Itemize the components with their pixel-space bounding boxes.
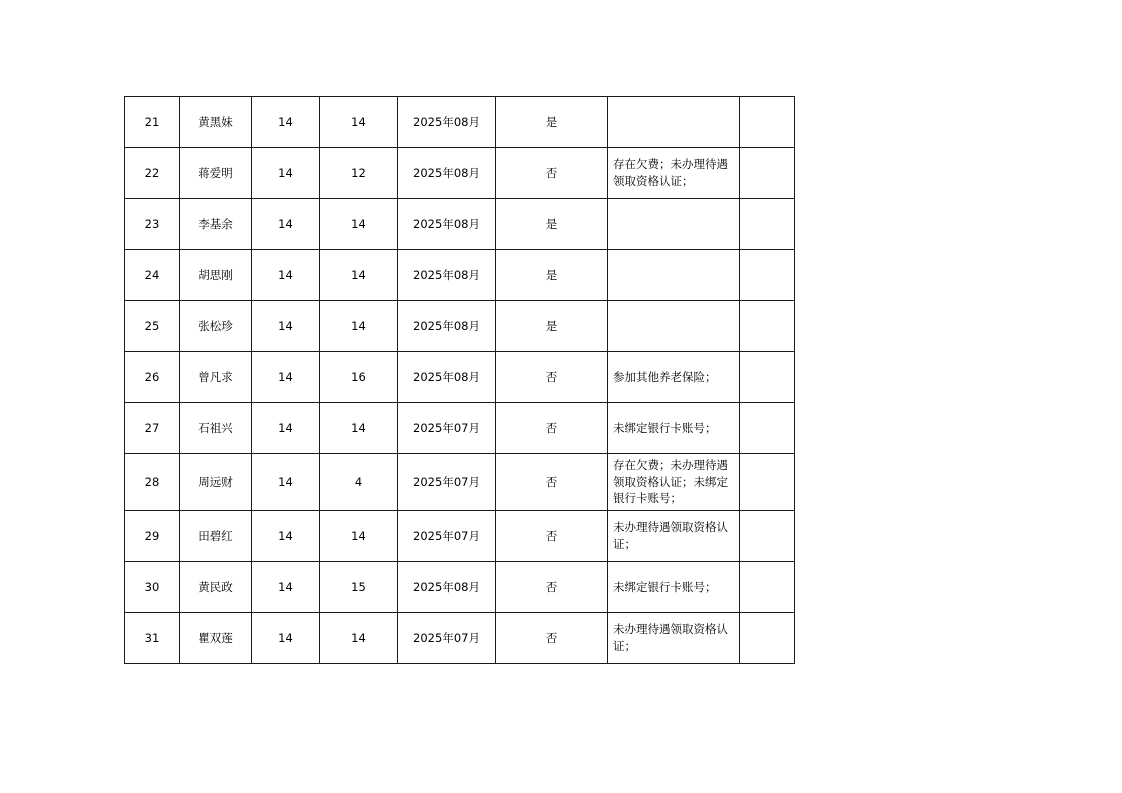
cell-reason: 存在欠费；未办理待遇领取资格认证；未绑定银行卡账号；: [608, 454, 740, 511]
cell-name: 石祖兴: [180, 403, 252, 454]
cell-paid-years: 4: [320, 454, 398, 511]
cell-issued-flag: 否: [496, 148, 608, 199]
cell-remark: [740, 454, 795, 511]
cell-sequence: 25: [125, 301, 180, 352]
cell-start-month: 2025年07月: [398, 403, 496, 454]
cell-remark: [740, 301, 795, 352]
cell-sequence: 31: [125, 613, 180, 664]
table-row: [125, 511, 795, 562]
cell-sequence: 22: [125, 148, 180, 199]
cell-paid-years: 14: [320, 97, 398, 148]
cell-due-years: 14: [252, 250, 320, 301]
cell-sequence: 24: [125, 250, 180, 301]
cell-paid-years: 14: [320, 613, 398, 664]
cell-sequence: 21: [125, 97, 180, 148]
cell-issued-flag: 是: [496, 250, 608, 301]
cell-name: 瞿双莲: [180, 613, 252, 664]
cell-paid-years: 14: [320, 250, 398, 301]
cell-issued-flag: 是: [496, 97, 608, 148]
cell-remark: [740, 403, 795, 454]
cell-paid-years: 14: [320, 301, 398, 352]
table-row: [125, 199, 795, 250]
cell-reason: 存在欠费；未办理待遇领取资格认证；: [608, 148, 740, 199]
cell-start-month: 2025年08月: [398, 301, 496, 352]
cell-start-month: 2025年07月: [398, 454, 496, 511]
table-row: [125, 613, 795, 664]
cell-paid-years: 16: [320, 352, 398, 403]
cell-name: 田碧红: [180, 511, 252, 562]
cell-start-month: 2025年07月: [398, 613, 496, 664]
cell-due-years: 14: [252, 403, 320, 454]
cell-sequence: 23: [125, 199, 180, 250]
table-row: [125, 97, 795, 148]
cell-due-years: 14: [252, 97, 320, 148]
cell-remark: [740, 97, 795, 148]
table-row: [125, 562, 795, 613]
cell-reason: [608, 301, 740, 352]
cell-reason: [608, 199, 740, 250]
cell-name: 蒋爱明: [180, 148, 252, 199]
cell-name: 曾凡求: [180, 352, 252, 403]
cell-paid-years: 14: [320, 511, 398, 562]
cell-reason: 未绑定银行卡账号；: [608, 403, 740, 454]
cell-issued-flag: 是: [496, 199, 608, 250]
cell-remark: [740, 613, 795, 664]
cell-sequence: 29: [125, 511, 180, 562]
cell-name: 黄黑妹: [180, 97, 252, 148]
cell-reason: [608, 97, 740, 148]
cell-remark: [740, 562, 795, 613]
table-row: [125, 403, 795, 454]
cell-sequence: 27: [125, 403, 180, 454]
cell-reason: [608, 250, 740, 301]
cell-issued-flag: 否: [496, 613, 608, 664]
cell-due-years: 14: [252, 454, 320, 511]
cell-issued-flag: 是: [496, 301, 608, 352]
cell-start-month: 2025年08月: [398, 199, 496, 250]
cell-remark: [740, 250, 795, 301]
cell-due-years: 14: [252, 352, 320, 403]
cell-paid-years: 12: [320, 148, 398, 199]
cell-remark: [740, 148, 795, 199]
cell-reason: 未办理待遇领取资格认证；: [608, 511, 740, 562]
cell-due-years: 14: [252, 301, 320, 352]
cell-issued-flag: 否: [496, 562, 608, 613]
table-row: [125, 250, 795, 301]
cell-name: 李基余: [180, 199, 252, 250]
cell-remark: [740, 511, 795, 562]
cell-sequence: 28: [125, 454, 180, 511]
cell-due-years: 14: [252, 148, 320, 199]
cell-remark: [740, 352, 795, 403]
table-row: [125, 301, 795, 352]
cell-due-years: 14: [252, 511, 320, 562]
cell-name: 胡思刚: [180, 250, 252, 301]
cell-start-month: 2025年08月: [398, 250, 496, 301]
table-row: [125, 454, 795, 511]
cell-paid-years: 14: [320, 199, 398, 250]
cell-reason: 未绑定银行卡账号；: [608, 562, 740, 613]
cell-name: 黄民政: [180, 562, 252, 613]
cell-reason: 未办理待遇领取资格认证；: [608, 613, 740, 664]
table-container: [124, 96, 794, 664]
cell-issued-flag: 否: [496, 352, 608, 403]
cell-start-month: 2025年08月: [398, 562, 496, 613]
cell-sequence: 30: [125, 562, 180, 613]
cell-due-years: 14: [252, 199, 320, 250]
cell-start-month: 2025年08月: [398, 97, 496, 148]
cell-reason: 参加其他养老保险；: [608, 352, 740, 403]
cell-due-years: 14: [252, 613, 320, 664]
cell-start-month: 2025年08月: [398, 148, 496, 199]
cell-sequence: 26: [125, 352, 180, 403]
beneficiary-table: [124, 96, 795, 664]
cell-paid-years: 14: [320, 403, 398, 454]
table-row: [125, 352, 795, 403]
cell-remark: [740, 199, 795, 250]
cell-paid-years: 15: [320, 562, 398, 613]
table-row: [125, 148, 795, 199]
cell-issued-flag: 否: [496, 403, 608, 454]
cell-issued-flag: 否: [496, 511, 608, 562]
cell-start-month: 2025年08月: [398, 352, 496, 403]
table-body: [125, 97, 795, 664]
cell-name: 周远财: [180, 454, 252, 511]
cell-due-years: 14: [252, 562, 320, 613]
cell-name: 张松珍: [180, 301, 252, 352]
cell-issued-flag: 否: [496, 454, 608, 511]
cell-start-month: 2025年07月: [398, 511, 496, 562]
